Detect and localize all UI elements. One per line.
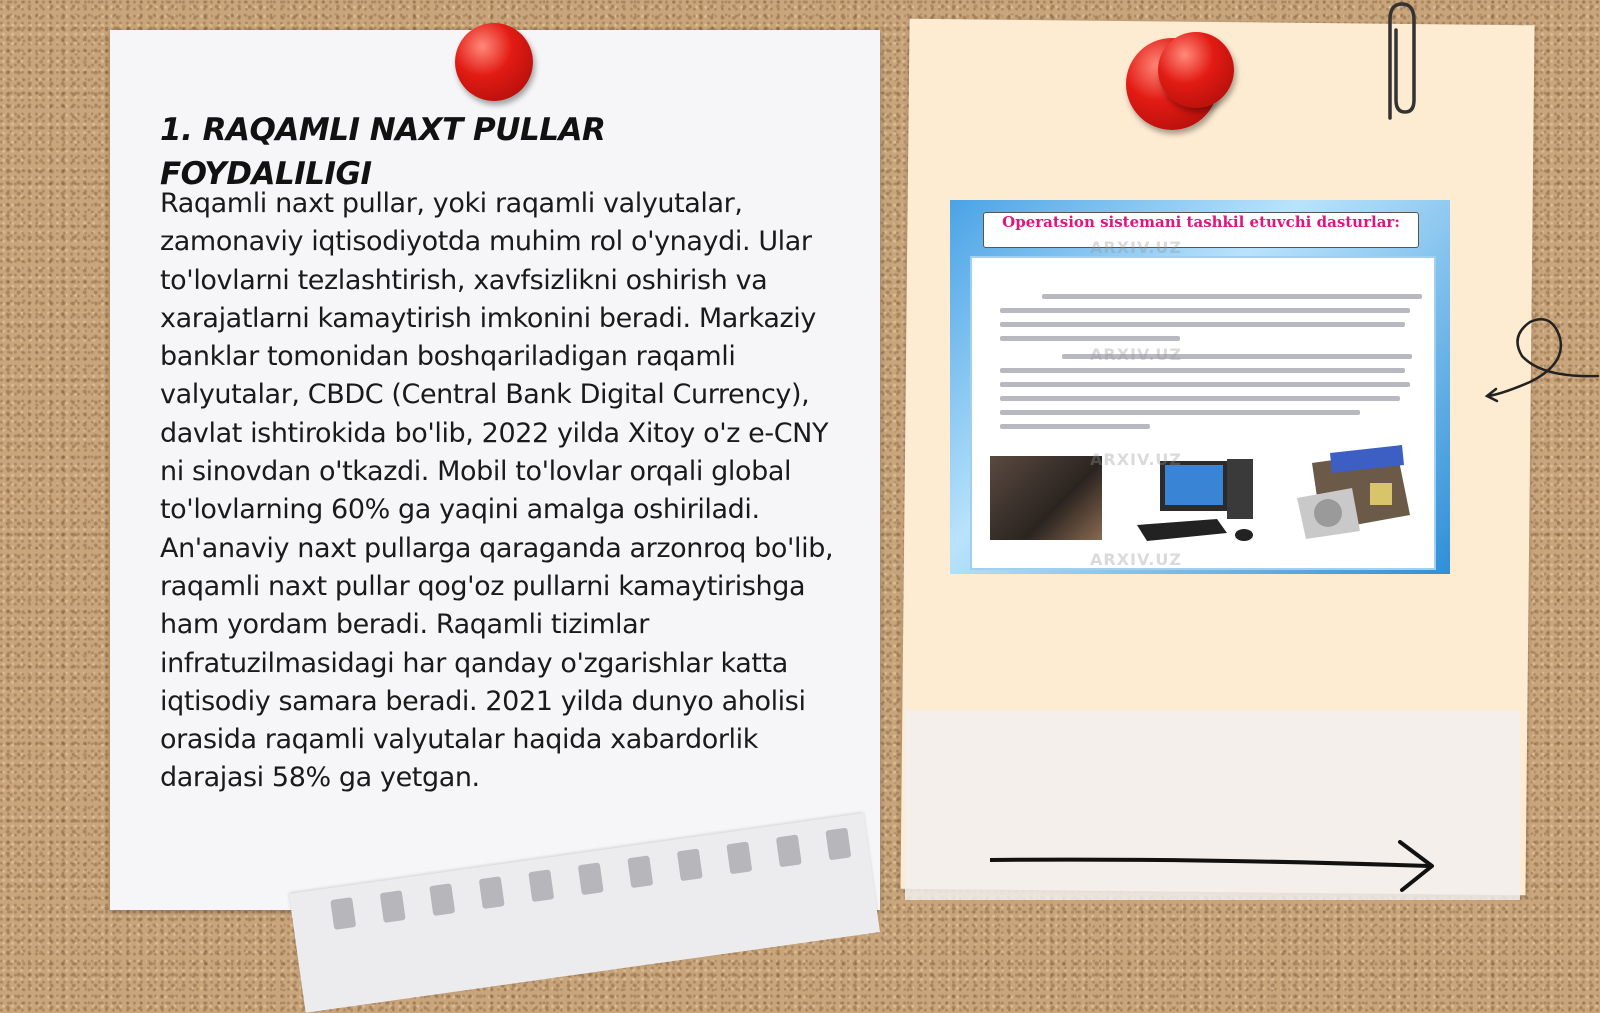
computer-parts-image [1292, 443, 1417, 543]
blurred-text-line [1000, 396, 1400, 401]
watermark-text: ARXIV.UZ [1090, 550, 1182, 569]
binder-hole [330, 897, 356, 930]
binder-hole [825, 828, 851, 861]
computer-internals-image [990, 456, 1102, 540]
right-arrow-icon [990, 838, 1450, 898]
blurred-text-line [1000, 336, 1180, 341]
watermark-text: ARXIV.UZ [1090, 450, 1182, 469]
watermark-text: ARXIV.UZ [1090, 238, 1182, 257]
blurred-text-line [1000, 424, 1150, 429]
blurred-text-line [1000, 410, 1360, 415]
paperclip-icon [1378, 0, 1418, 125]
binder-hole [627, 855, 653, 888]
binder-hole [479, 876, 505, 909]
binder-hole [578, 862, 604, 895]
blurred-text-line [1000, 308, 1410, 313]
slide-title: 1. RAQAMLI NAXT PULLAR FOYDALILIGI [160, 112, 606, 192]
slide-body-text: Raqamli naxt pullar, yoki raqamli valyutalar, zamonaviy iqtisodiyotda muhim rol o'ynaydi. Ular to'lovlarni tezlashtirish, xavfsizlikni oshirish va xarajatlarni kamaytirish imkonini beradi. Markaziy banklar tomonidan boshqariladigan raqamli valyutalar, CBDC (Central Bank Digital Currency), davlat ishtirokida bo'lib, 2022 yilda Xitoy o'z e-CNY ni sinovdan o'tkazdi. Mobil to'lovlar orqali global to'lovlarning 60% ga yaqini amalga oshiriladi. An'anaviy naxt pullarga qaraganda arzonroq bo'lib, raqamli naxt pullar qog'oz pullarni kamaytirishga ham yordam beradi. Raqamli tizimlar infratuzilmasidagi har qanday o'zgarishlar katta iqtisodiy samara beradi. 2021 yilda dunyo aholisi orasida raqamli valyutalar haqida xabardorlik darajasi 58% ga yetgan. [160, 188, 834, 794]
binder-hole [726, 841, 752, 874]
binder-hole [380, 890, 406, 923]
slide-screenshot-image [950, 200, 1450, 574]
binder-hole [677, 848, 703, 881]
binder-hole [528, 869, 554, 902]
blurred-text-line [1042, 294, 1422, 299]
slide-image-content [970, 256, 1436, 570]
pushpin-icon [455, 23, 533, 101]
slide-image-title: Operatsion sistemani tashkil etuvchi dasturlar: [983, 212, 1419, 248]
curly-arrow-icon [1482, 316, 1600, 406]
blurred-text-line [1000, 322, 1405, 327]
blurred-text-line [1000, 382, 1410, 387]
blurred-text-line [1000, 368, 1405, 373]
pushpin-head-icon [1158, 32, 1234, 108]
watermark-text: ARXIV.UZ [1090, 345, 1182, 364]
binder-hole [776, 835, 802, 868]
